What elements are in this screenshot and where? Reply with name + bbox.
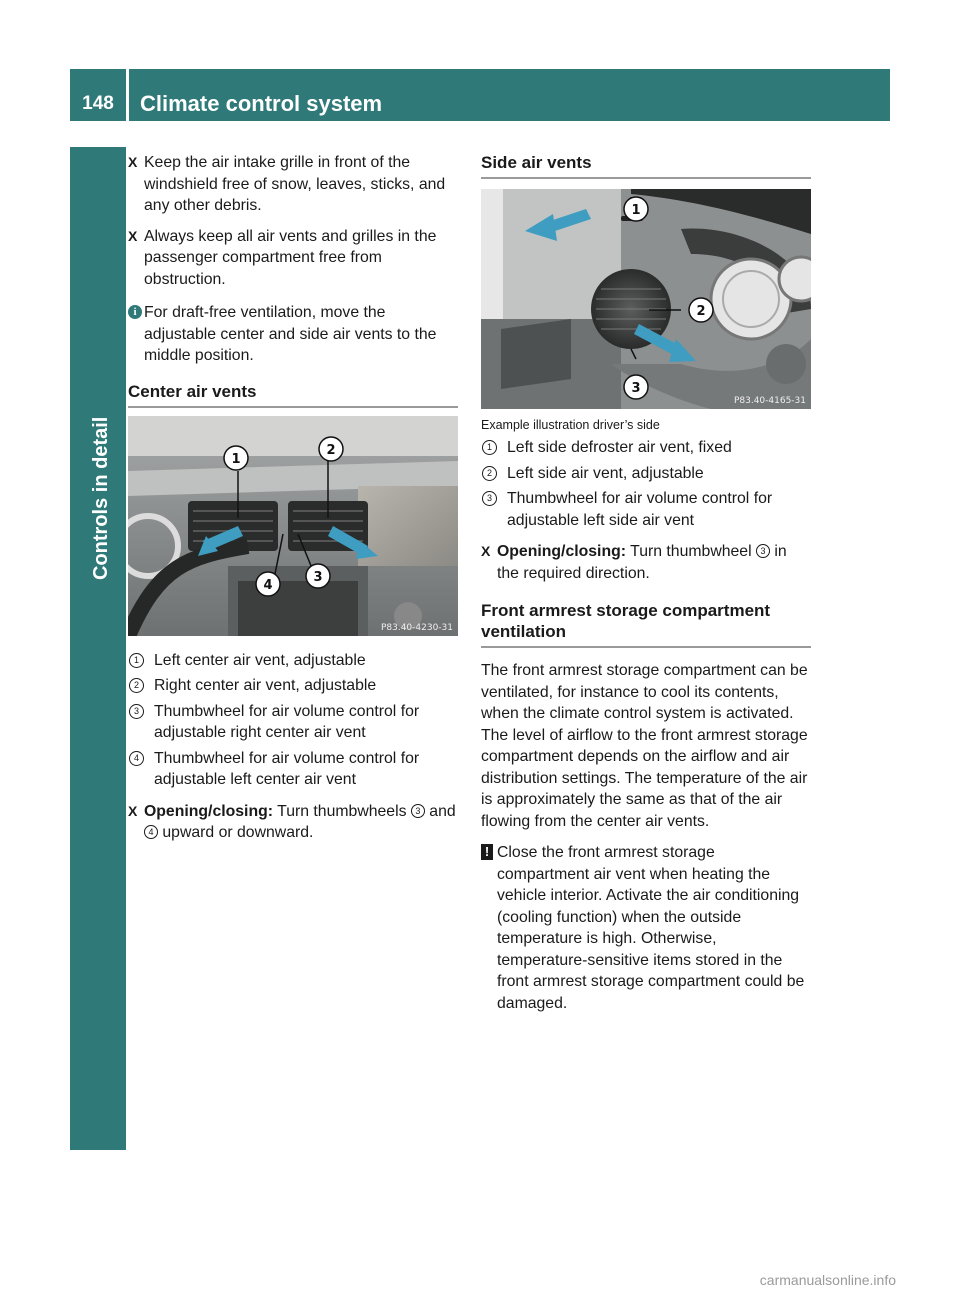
- legend-number: 4: [129, 751, 144, 766]
- step-arrow-icon: X: [128, 154, 138, 170]
- center-vents-photo: [128, 416, 458, 636]
- svg-text:1: 1: [231, 451, 241, 467]
- step-text: [497, 541, 811, 584]
- side-vents-photo: [481, 189, 811, 409]
- legend-item: [481, 463, 811, 485]
- warning-text: Close the front armrest storage compartment air vent when heating the vehicle interior. Activate the air conditioning (cooling function) when the outside temperature is high. Otherwise, temperature-sensitive items stored in the front armrest storage compartment could be damaged.: [497, 844, 805, 1012]
- thumbwheel-4-ref: 4: [144, 825, 158, 839]
- legend-text: Thumbwheel for air volume control for adjustable left center air vent: [154, 749, 420, 788]
- warning-icon: !: [481, 844, 493, 860]
- info-note: [128, 302, 458, 367]
- step-keep-grille-clear: [128, 152, 458, 217]
- svg-text:3: 3: [313, 569, 323, 585]
- header-divider: [126, 69, 129, 121]
- step-side-opening-closing: [481, 541, 811, 584]
- thumbwheel-3-ref: 3: [756, 544, 770, 558]
- side-tab: [70, 147, 126, 1150]
- step-text: Keep the air intake grille in front of the windshield free of snow, leaves, sticks, and any other debris.: [144, 154, 446, 214]
- step-label: Opening/closing:: [497, 543, 627, 560]
- side-photo-caption: Example illustration driver’s side: [481, 418, 660, 432]
- side-tab-label-wrap: [80, 416, 120, 580]
- step-arrow-icon: X: [128, 227, 138, 244]
- step-keep-vents-clear: [128, 226, 458, 291]
- armrest-ventilation-heading: Front armrest storage compartment ventilation: [481, 600, 811, 648]
- warning-note: [481, 842, 811, 1014]
- step-label: Opening/closing:: [144, 802, 274, 820]
- legend-text: Right center air vent, adjustable: [154, 677, 377, 694]
- legend-text: Thumbwheel for air volume control for adjustable left side air vent: [507, 490, 773, 529]
- legend-number: 2: [129, 678, 144, 693]
- legend-number: 3: [129, 704, 144, 719]
- right-column: [481, 152, 811, 1028]
- center-air-vents-heading: Center air vents: [128, 381, 458, 408]
- side-tab-label: Controls in detail: [90, 416, 112, 580]
- legend-item: [128, 748, 458, 791]
- legend-item: [128, 650, 458, 672]
- legend-item: [128, 675, 458, 697]
- legend-text: Left side defroster air vent, fixed: [507, 439, 732, 456]
- step-part: and: [429, 802, 456, 820]
- step-part: upward or downward.: [162, 824, 314, 841]
- section-title: Climate control system: [140, 91, 383, 116]
- side-photo-code: P83.40-4165-31: [733, 396, 806, 406]
- legend-number: 3: [482, 491, 497, 506]
- legend-number: 1: [482, 440, 497, 455]
- step-part: in the required direction.: [497, 543, 787, 582]
- legend-text: Left side air vent, adjustable: [507, 464, 704, 482]
- step-arrow-icon: X: [128, 802, 138, 819]
- legend-text: Thumbwheel for air volume control for adjustable right center air vent: [154, 702, 420, 741]
- svg-text:2: 2: [326, 442, 336, 458]
- page-number: 148: [82, 93, 114, 114]
- svg-text:3: 3: [631, 381, 641, 396]
- armrest-body-text: The front armrest storage compartment can be ventilated, for instance to cool its contents, when the climate control system is activated. The level of airflow to the front armrest storage compartment depends on the airflow and air distribution settings. The temperature of the air is approximately the same as that of the air flowing from the center air vents.: [481, 662, 808, 830]
- side-air-vents-heading: Side air vents: [481, 152, 811, 179]
- legend-item: [481, 437, 811, 459]
- step-text: Always keep all air vents and grilles in the passenger compartment free from obstruction.: [144, 227, 437, 288]
- step-part: Turn thumbwheel: [630, 543, 752, 560]
- legend-number: 1: [129, 653, 144, 668]
- legend-number: 2: [482, 466, 497, 481]
- svg-text:4: 4: [263, 577, 273, 593]
- svg-text:1: 1: [631, 203, 641, 218]
- legend-item: [481, 488, 811, 531]
- svg-text:2: 2: [696, 304, 706, 319]
- left-column: [128, 152, 458, 853]
- step-text: [144, 801, 458, 844]
- step-arrow-icon: X: [481, 543, 491, 559]
- info-text: For draft-free ventilation, move the adjustable center and side air vents to the middle position.: [144, 304, 437, 364]
- step-center-opening-closing: [128, 801, 458, 844]
- legend-item: [128, 701, 458, 744]
- watermark-text: carmanualsonline.info: [759, 1272, 896, 1288]
- legend-text: Left center air vent, adjustable: [154, 651, 366, 669]
- step-part: Turn thumbwheels: [277, 802, 407, 820]
- thumbwheel-3-ref: 3: [411, 804, 425, 818]
- center-photo-code: P83.40-4230-31: [380, 622, 453, 633]
- info-icon: i: [128, 305, 142, 319]
